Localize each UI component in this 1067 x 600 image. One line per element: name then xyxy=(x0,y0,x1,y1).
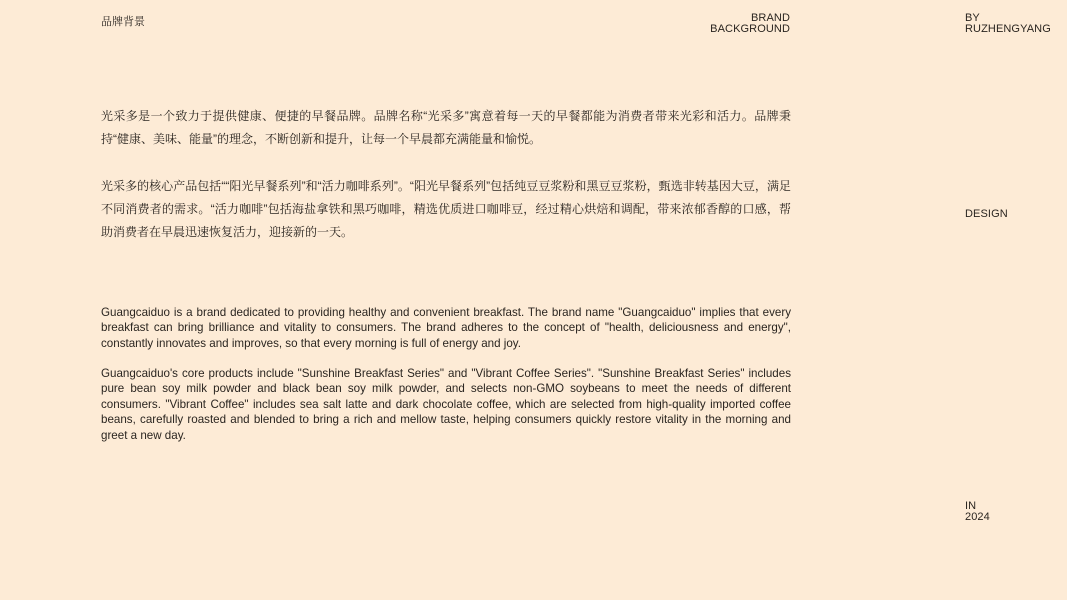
year-label: 2024 xyxy=(965,511,990,523)
design-label: DESIGN xyxy=(965,208,1008,220)
section-title-cn: 品牌背景 xyxy=(101,16,145,28)
brand-label-line-1: BRAND xyxy=(750,12,790,24)
author-name: RUZHENGYANG xyxy=(965,23,1051,35)
brand-intro-paragraph-en: Guangcaiduo is a brand dedicated to providing healthy and convenient breakfast. The brand name "Guangcaiduo" implies that every breakfast can bring brilliance and vitality to consumers. The brand adheres to the concept of "health, deliciousness and energy", constantly innovates and improves, so that every morning is full of energy and joy. xyxy=(101,306,791,350)
author-credit xyxy=(965,13,1051,35)
brand-label-line-2: BACKGROUND xyxy=(710,23,790,35)
in-label: IN xyxy=(965,500,977,512)
author-by-label: BY xyxy=(965,12,980,24)
brand-intro-paragraph-cn: 光采多是一个致力于提供健康、便捷的早餐品牌。品牌名称“光采多”寓意着每一天的早餐都能为消费者带来光彩和活力。品牌秉持“健康、美味、能量”的理念，不断创新和提升，让每一个早晨都充满能量和愉悦。 xyxy=(101,109,791,146)
core-products-paragraph-en: Guangcaiduo's core products include "Sunshine Breakfast Series" and "Vibrant Coffee Series". "Sunshine Breakfast Series" includes pure bean soy milk powder and black bean soy milk powder, and selects non-GMO soybeans to meet the needs of different consumers. "Vibrant Coffee" includes sea salt latte and dark chocolate coffee, which are selected from high-quality imported coffee beans, carefully roasted and blended to bring a rich and mellow taste, helping consumers quickly restore vitality in the morning and greet a new day. xyxy=(101,367,791,442)
brand-background-label xyxy=(640,13,790,35)
core-products-paragraph-cn: 光采多的核心产品包括““阳光早餐系列”和“活力咖啡系列”。“阳光早餐系列”包括纯豆豆浆粉和黑豆豆浆粉，甄选非转基因大豆，满足不同消费者的需求。“活力咖啡”包括海盐拿铁和黑巧咖啡，精选优质进口咖啡豆，经过精心烘焙和调配，带来浓郁香醇的口感，帮助消费者在早晨迅速恢复活力，迎接新的一天。 xyxy=(101,179,791,239)
year-credit xyxy=(965,501,990,523)
